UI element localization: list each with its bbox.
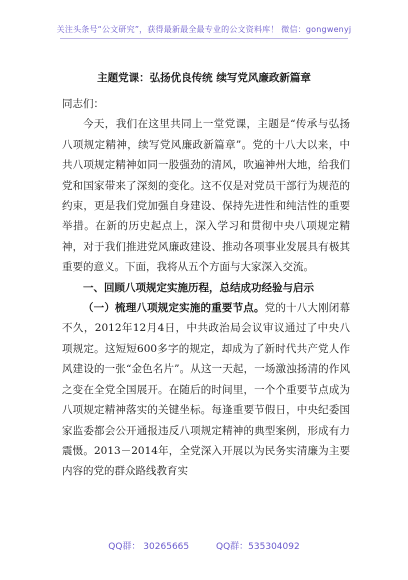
salutation: 同志们： [62, 98, 104, 110]
section-heading: 一、回顾八项规定实施历程，总结成功经验与启示 [83, 281, 314, 294]
document-title: 主题党课：弘扬优良传统 续写党风廉政新篇章 [97, 72, 311, 84]
footer-qq-group-2: QQ群：535304092 [216, 542, 300, 552]
subsection-paragraph [62, 298, 350, 482]
header-notice: 关注头条号“公文研究”，获得最新最全最专业的公文资料库！ 微信：gongwenyj [56, 25, 352, 34]
document-body [62, 94, 350, 482]
header-divider [60, 38, 348, 39]
intro-paragraph: 今天，我们在这里共同上一堂党课，主题是“传承与弘扬八项规定精神，续写党风廉政新篇章”。党的十八大以来，中共八项规定精神如同一股强劲的清风，吹遍神州大地，给我们党和国家带来了深刻的变化。这不仅是对党员干部行为规范的约束，更是我们党加强自身建设、保持先进性和纯洁性的重要举措。在新的历史起点上，深入学习和贯彻中央八项规定精神，对于我们推进党风廉政建设、推动各项事业发展具有极其重要的意义。下面，我将从五个方面与大家深入交流。 [62, 118, 350, 274]
footer-contacts [0, 539, 408, 552]
footer-qq-group-1: QQ群： 30265665 [108, 542, 190, 552]
subsection-text: 党的十八大刚闭幕不久，2012年12月4日，中共政治局会议审议通过了中央八项规定。这短短600多字的规定，却成为了新时代共产党人作风建设的一张“金色名片”。从这一天起，一场激浊扬清的作风之变在全党全国展开。在随后的时间里，一个个重要节点成为八项规定精神落实的关键坐标。每逢重要节假日，中央纪委国家监委都会公开通报违反八项规定精神的典型案例，形成有力震慑。2013－2014年，全党深入开展以为民务实清廉为主要内容的党的群众路线教育实 [62, 302, 350, 478]
subsection-heading: （一）梳理八项规定实施的重要节点。 [83, 302, 265, 315]
